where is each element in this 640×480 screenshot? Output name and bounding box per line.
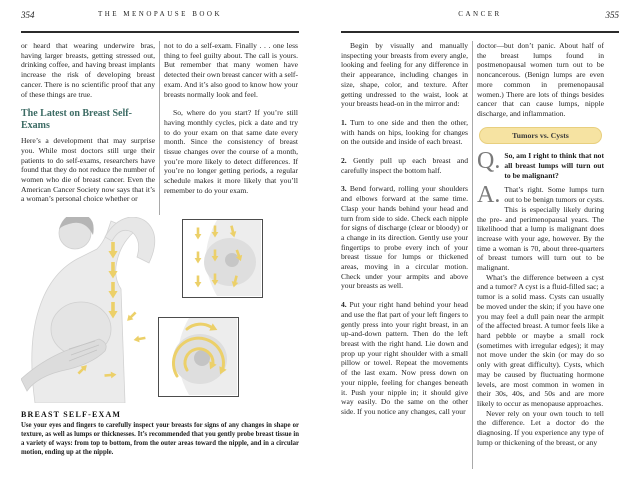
circular-pattern-illustration [159,318,237,395]
left-header-rule [21,31,299,33]
left-column-1 [21,41,155,215]
step-number: 2. [341,156,347,166]
caption-body: Use your eyes and fingers to carefully inspect your breasts for signs of any changes in shape or texture, as well as lumps or thicknesses. It’s recommended that you gently probe breast tissue in a variety of ways: from top to bottom, from the outer areas toward the nipple, and in a circular motion, ending up at the nipple. [21,422,299,456]
right-header-rule [341,31,619,33]
inset-circular-pattern [158,317,239,397]
right-page-header [341,10,619,26]
answer-dropcap: A. [477,185,501,209]
step-number: 1. [341,117,347,127]
question-block [477,151,604,180]
paragraph: So, where do you start? If you’re still having monthly cycles, pick a date and try to do your exam on that same date every month. Since the consistency of breast tissue changes over the course of a month, you’re more likely to detect differences. If you’re no longer getting periods, a regular schedule makes it more likely that you’ll remember to do your exam. [164,108,298,195]
step-item [341,184,468,291]
paragraph: Never rely on your own touch to tell the difference. Let a doctor do the diagnosing. If you experience any type of lump or thickening of the breast, or any [477,408,604,447]
column-divider [472,41,473,469]
paragraph: doctor—but don’t panic. About half of the breast lumps found in postmenopausal women turn out to be noncancerous. (Benign lumps are even more common in premenopausal women.) There are lots of things besides cancer that can cause lumps, nipple discharge, and inflammation. [477,41,604,118]
section-heading: The Latest on Breast Self-Exams [21,108,132,132]
right-running-head: CANCER [458,10,502,18]
caption-title: BREAST SELF-EXAM [21,410,122,419]
step-text: Gently pull up each breast and carefully inspect the bottom half. [341,156,468,175]
paragraph: not to do a self-exam. Finally . . . one less thing to feel guilty about. The call is yours. But remember that many women have detected their own breast cancer with a self-exam. And it’s also good to know how your breasts normally look and feel. [164,41,298,99]
left-page-header [21,10,299,26]
answer-block [477,185,604,272]
question-dropcap: Q. [477,151,501,175]
right-text-columns [341,41,619,469]
step-item [341,156,468,175]
page-right [320,0,640,480]
step-item [341,300,468,416]
step-item [341,118,468,147]
step-number: 3. [341,184,347,194]
paragraph: Here’s a development that may surprise you. While most doctors still urge their patients to do self-exams, researchers have found that they do not reduce the number of women who die of breast cancer. Even the American Cancer Society now says that it’s a woman’s personal choice whether or [21,136,155,204]
paragraph: What’s the difference between a cyst and a tumor? A cyst is a fluid-filled sac; a tumor is a solid mass. Cysts can usually be moved under the skin; if you have one you may feel a dull pain near the armpit of the affected breast. A tumor feels like a hard pebble or maybe a small rock (sometimes with irregular edges); it may not move under the skin (or may do so only with great difficulty). Cysts, which may be caused by fluctuating hormone levels, are most common in women in their 30s, 40s, and 50s and are more likely to occur as menopause approaches. [477,272,605,408]
column-divider [159,41,160,215]
left-column-2 [164,41,298,215]
right-column-2 [477,41,604,469]
right-folio: 355 [605,10,619,20]
step-text: Turn to one side and then the other, with hands on hips, looking for changes on the outside and inside of each breast. [341,117,468,147]
inset-vertical-pattern [182,219,263,298]
left-text-columns [21,41,299,215]
inset-nipple [225,253,239,267]
answer-text: That’s right. Some lumps turn out to be benign tumors or cysts. This is especially likely during the pre- and perimenopausal years. The likelihood that a lump is malignant does increase with your age, however. By the time a woman is 70, about three-quarters of breast tumors will turn out to be malignant. [477,185,604,273]
woman-self-exam-illustration [21,217,161,403]
step-number: 4. [341,300,347,310]
left-running-head: THE MENOPAUSE BOOK [97,10,223,18]
paragraph: or heard that wearing underwire bras, having larger breasts, getting stressed out, drinking coffee, and having breast implants increase the risk of developing breast cancer. There is no scientific proof that any of these things are true. [21,41,155,99]
paragraph: Begin by visually and manually inspecting your breasts from every angle, looking and feeling for any difference in their appearance, including changes in size, shape, color, and texture. After getting undressed to the waist, look at your breasts head-on in the mirror and: [341,41,468,109]
topic-badge: Tumors vs. Cysts [479,127,602,145]
vertical-pattern-illustration [183,220,261,296]
right-column-1 [341,41,468,469]
step-text: Put your right hand behind your head and use the flat part of your left fingers to gently press into your right breast, in an up-and-down pattern. Then do the left breast with the right hand. Lie down and prop up your right shoulder with a small pillow or towel. Repeat the movements of the last exam. Now press down on your nipple, feeling for changes beneath it. Push your nipple in; it should give way easily. Do the same on the other side. If you notice any changes, call your [341,300,468,416]
left-folio: 354 [21,10,35,20]
figure-caption [21,410,299,457]
step-text: Bend forward, rolling your shoulders and elbows forward at the same time. Clasp your hands behind your head and turn from side to side. Check each nipple for signs of discharge (clear or bloody) or a change in its direction. Gently use your fingertips to probe every inch of your breast tissue for lumps or thickened areas, moving in a circular motion. Check under your armpits and above your breasts as well. [341,184,468,291]
self-exam-figure [21,217,299,403]
question-text: So, am I right to think that not all breast lumps will turn out to be malignant? [504,151,604,180]
